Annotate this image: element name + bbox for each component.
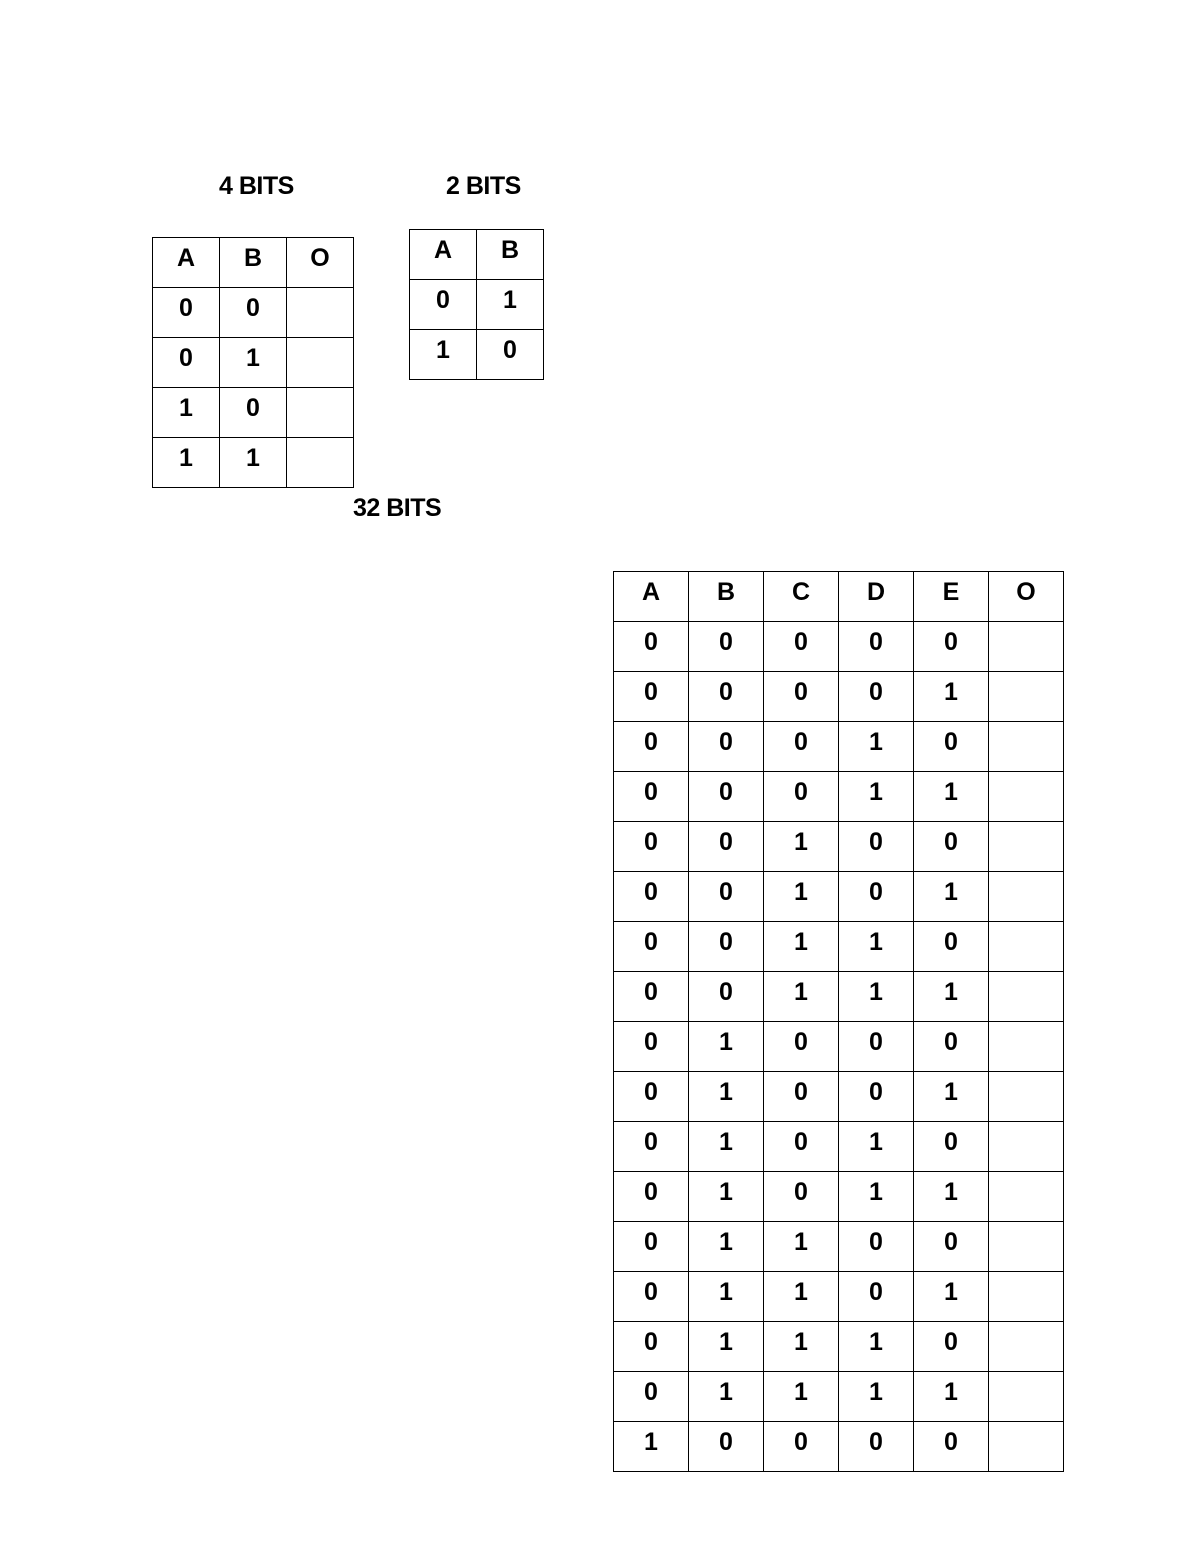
table-cell — [477, 330, 544, 380]
cell-value: 1 — [869, 1378, 883, 1406]
table-cell — [764, 1022, 839, 1072]
cell-value: 0 — [944, 1128, 958, 1156]
table-cell — [839, 772, 914, 822]
table-cell — [989, 1272, 1064, 1322]
table-cell — [914, 1022, 989, 1072]
cell-value — [287, 388, 353, 396]
title-32-bits: 32 BITS — [353, 494, 442, 522]
table-row — [153, 438, 354, 488]
cell-value: 0 — [944, 628, 958, 656]
table-cell — [764, 672, 839, 722]
column-header-label: A — [433, 236, 453, 264]
cell-value: 1 — [794, 978, 808, 1006]
cell-value: 0 — [179, 344, 193, 372]
table-cell — [614, 872, 689, 922]
cell-value: 0 — [944, 828, 958, 856]
cell-value — [989, 1072, 1063, 1080]
table-cell — [689, 1072, 764, 1122]
cell-value — [989, 622, 1063, 630]
cell-value: 0 — [869, 1278, 883, 1306]
cell-value: 0 — [644, 1378, 658, 1406]
cell-value: 0 — [719, 628, 733, 656]
table-cell — [614, 672, 689, 722]
cell-value: 0 — [944, 1028, 958, 1056]
cell-value — [989, 922, 1063, 930]
table-cell — [839, 1072, 914, 1122]
table-cell — [839, 722, 914, 772]
cell-value: 1 — [944, 778, 958, 806]
column-header-label: D — [866, 578, 886, 606]
table-cell — [689, 1172, 764, 1222]
column-header — [614, 572, 689, 622]
cell-value — [989, 972, 1063, 980]
cell-value — [287, 288, 353, 296]
table-cell — [989, 772, 1064, 822]
table-cell — [689, 1322, 764, 1372]
table-row — [153, 338, 354, 388]
table-cell — [689, 922, 764, 972]
table-cell — [410, 330, 477, 380]
table-row — [614, 872, 1064, 922]
table-cell — [989, 1072, 1064, 1122]
table-cell — [764, 722, 839, 772]
column-header — [153, 238, 220, 288]
cell-value: 1 — [944, 1378, 958, 1406]
column-header — [287, 238, 354, 288]
cell-value: 0 — [869, 628, 883, 656]
cell-value: 0 — [869, 1228, 883, 1256]
table-cell — [839, 1372, 914, 1422]
cell-value: 0 — [944, 1328, 958, 1356]
table-cell — [914, 922, 989, 972]
cell-value: 1 — [794, 1228, 808, 1256]
cell-value: 1 — [944, 1078, 958, 1106]
table-cell — [689, 672, 764, 722]
cell-value: 0 — [869, 1028, 883, 1056]
table-cell — [764, 1422, 839, 1472]
table-cell — [614, 1422, 689, 1472]
table-row — [614, 1222, 1064, 1272]
table-cell — [839, 1022, 914, 1072]
cell-value: 0 — [794, 728, 808, 756]
cell-value: 1 — [246, 444, 260, 472]
table-header-row — [410, 230, 544, 280]
cell-value: 0 — [503, 336, 517, 364]
table-cell — [914, 872, 989, 922]
table-cell — [839, 922, 914, 972]
table-cell — [989, 1172, 1064, 1222]
column-header — [764, 572, 839, 622]
cell-value: 1 — [794, 1328, 808, 1356]
cell-value: 1 — [794, 1278, 808, 1306]
table-cell — [989, 822, 1064, 872]
cell-value: 0 — [794, 628, 808, 656]
cell-value: 1 — [644, 1428, 658, 1456]
cell-value: 0 — [794, 1178, 808, 1206]
cell-value: 1 — [719, 1228, 733, 1256]
cell-value: 0 — [794, 778, 808, 806]
cell-value: 0 — [644, 1078, 658, 1106]
cell-value: 0 — [869, 1078, 883, 1106]
column-header — [914, 572, 989, 622]
table-cell — [689, 872, 764, 922]
table-cell — [689, 622, 764, 672]
cell-value: 1 — [436, 336, 450, 364]
cell-value — [989, 722, 1063, 730]
table-row — [153, 288, 354, 338]
cell-value: 1 — [719, 1328, 733, 1356]
cell-value: 0 — [246, 294, 260, 322]
cell-value: 1 — [794, 928, 808, 956]
table-cell — [153, 438, 220, 488]
table-cell — [989, 1222, 1064, 1272]
cell-value: 1 — [944, 878, 958, 906]
cell-value: 0 — [794, 678, 808, 706]
cell-value: 1 — [794, 878, 808, 906]
table-cell — [764, 922, 839, 972]
column-header-label: B — [500, 236, 520, 264]
table-cell — [839, 1172, 914, 1222]
cell-value: 0 — [869, 1428, 883, 1456]
table-cell — [914, 1122, 989, 1172]
table-cell — [153, 288, 220, 338]
table-cell — [614, 1372, 689, 1422]
cell-value: 0 — [944, 928, 958, 956]
cell-value: 0 — [794, 1128, 808, 1156]
table-cell — [153, 388, 220, 438]
column-header-label: B — [243, 244, 263, 272]
cell-value: 0 — [644, 1028, 658, 1056]
cell-value — [287, 338, 353, 346]
table-cell — [153, 338, 220, 388]
table-cell — [614, 1322, 689, 1372]
cell-value: 0 — [719, 928, 733, 956]
table-row — [614, 672, 1064, 722]
table-cell — [614, 722, 689, 772]
table-row — [614, 1322, 1064, 1372]
truth-table-32-bits — [613, 571, 1064, 1472]
cell-value — [989, 672, 1063, 680]
cell-value: 1 — [869, 1128, 883, 1156]
table-cell — [914, 722, 989, 772]
cell-value: 1 — [869, 978, 883, 1006]
table-cell — [989, 1372, 1064, 1422]
table-cell — [764, 1222, 839, 1272]
cell-value: 1 — [719, 1028, 733, 1056]
table-cell — [614, 1272, 689, 1322]
table-cell — [764, 1072, 839, 1122]
cell-value: 0 — [644, 1328, 658, 1356]
table-cell — [689, 1422, 764, 1472]
cell-value: 1 — [719, 1378, 733, 1406]
cell-value: 0 — [869, 878, 883, 906]
table-cell — [614, 922, 689, 972]
table-cell — [477, 280, 544, 330]
cell-value — [989, 1422, 1063, 1430]
table-cell — [287, 388, 354, 438]
cell-value: 1 — [794, 828, 808, 856]
table-cell — [220, 288, 287, 338]
cell-value: 0 — [644, 878, 658, 906]
cell-value: 0 — [719, 878, 733, 906]
cell-value: 1 — [179, 394, 193, 422]
cell-value: 0 — [179, 294, 193, 322]
table-cell — [914, 672, 989, 722]
column-header-label: O — [310, 244, 330, 272]
cell-value: 1 — [179, 444, 193, 472]
title-4-bits: 4 BITS — [219, 172, 294, 200]
column-header-label: C — [791, 578, 811, 606]
table-cell — [287, 438, 354, 488]
cell-value: 0 — [644, 978, 658, 1006]
column-header-label: O — [1016, 578, 1036, 606]
column-header — [989, 572, 1064, 622]
cell-value: 0 — [644, 628, 658, 656]
table-cell — [839, 822, 914, 872]
column-header-label: A — [641, 578, 661, 606]
table-cell — [914, 1172, 989, 1222]
table-row — [614, 772, 1064, 822]
cell-value: 0 — [644, 1178, 658, 1206]
table-cell — [764, 972, 839, 1022]
cell-value: 1 — [719, 1128, 733, 1156]
column-header-label: B — [716, 578, 736, 606]
table-cell — [914, 1422, 989, 1472]
column-header-label: A — [176, 244, 196, 272]
cell-value: 1 — [869, 728, 883, 756]
cell-value: 0 — [719, 728, 733, 756]
table-cell — [764, 1272, 839, 1322]
table-cell — [410, 280, 477, 330]
table-row — [153, 388, 354, 438]
table-cell — [764, 622, 839, 672]
table-cell — [989, 722, 1064, 772]
cell-value — [989, 1272, 1063, 1280]
cell-value: 0 — [644, 1278, 658, 1306]
cell-value: 0 — [644, 928, 658, 956]
cell-value — [287, 438, 353, 446]
table-cell — [989, 1322, 1064, 1372]
cell-value: 0 — [794, 1078, 808, 1106]
cell-value — [989, 1122, 1063, 1130]
cell-value — [989, 1322, 1063, 1330]
cell-value: 1 — [944, 978, 958, 1006]
cell-value: 1 — [719, 1078, 733, 1106]
column-header — [477, 230, 544, 280]
table-row — [614, 722, 1064, 772]
table-cell — [989, 872, 1064, 922]
table-cell — [614, 822, 689, 872]
cell-value: 0 — [719, 778, 733, 806]
cell-value — [989, 1222, 1063, 1230]
table-cell — [839, 972, 914, 1022]
cell-value: 1 — [944, 1278, 958, 1306]
table-cell — [287, 338, 354, 388]
table-cell — [839, 1322, 914, 1372]
cell-value: 1 — [944, 678, 958, 706]
table-cell — [914, 1222, 989, 1272]
table-cell — [839, 672, 914, 722]
table-cell — [839, 1122, 914, 1172]
table-row — [614, 1172, 1064, 1222]
table-row — [614, 822, 1064, 872]
cell-value: 0 — [719, 978, 733, 1006]
table-cell — [914, 1072, 989, 1122]
table-cell — [989, 672, 1064, 722]
column-header — [410, 230, 477, 280]
table-cell — [220, 338, 287, 388]
table-cell — [689, 1372, 764, 1422]
cell-value: 1 — [869, 778, 883, 806]
table-cell — [614, 772, 689, 822]
table-cell — [914, 822, 989, 872]
cell-value: 0 — [869, 678, 883, 706]
table-cell — [689, 1122, 764, 1172]
table-cell — [614, 1222, 689, 1272]
table-cell — [914, 1322, 989, 1372]
table-cell — [839, 1272, 914, 1322]
table-cell — [989, 922, 1064, 972]
cell-value: 1 — [719, 1278, 733, 1306]
cell-value: 1 — [869, 928, 883, 956]
cell-value — [989, 772, 1063, 780]
table-cell — [839, 622, 914, 672]
table-cell — [989, 1122, 1064, 1172]
table-cell — [764, 872, 839, 922]
table-row — [614, 1272, 1064, 1322]
cell-value: 0 — [644, 1228, 658, 1256]
cell-value: 0 — [944, 1228, 958, 1256]
table-cell — [689, 972, 764, 1022]
cell-value: 1 — [794, 1378, 808, 1406]
table-row — [614, 1022, 1064, 1072]
cell-value: 0 — [644, 778, 658, 806]
cell-value: 1 — [503, 286, 517, 314]
cell-value — [989, 1372, 1063, 1380]
cell-value: 0 — [719, 828, 733, 856]
table-cell — [764, 1372, 839, 1422]
title-2-bits: 2 BITS — [446, 172, 521, 200]
table-cell — [839, 872, 914, 922]
table-cell — [689, 822, 764, 872]
table-cell — [287, 288, 354, 338]
table-cell — [689, 1272, 764, 1322]
cell-value — [989, 822, 1063, 830]
cell-value: 0 — [644, 728, 658, 756]
table-row — [410, 280, 544, 330]
table-cell — [764, 822, 839, 872]
table-cell — [764, 1122, 839, 1172]
cell-value: 1 — [246, 344, 260, 372]
table-header-row — [614, 572, 1064, 622]
cell-value: 0 — [794, 1028, 808, 1056]
table-row — [614, 972, 1064, 1022]
table-cell — [989, 622, 1064, 672]
table-cell — [989, 972, 1064, 1022]
table-cell — [220, 388, 287, 438]
column-header — [689, 572, 764, 622]
table-cell — [614, 622, 689, 672]
table-cell — [614, 972, 689, 1022]
column-header — [839, 572, 914, 622]
cell-value — [989, 1172, 1063, 1180]
table-cell — [689, 1022, 764, 1072]
table-header-row — [153, 238, 354, 288]
cell-value: 0 — [436, 286, 450, 314]
cell-value: 1 — [944, 1178, 958, 1206]
table-row — [614, 622, 1064, 672]
table-row — [614, 1122, 1064, 1172]
cell-value — [989, 872, 1063, 880]
table-cell — [839, 1222, 914, 1272]
table-cell — [989, 1022, 1064, 1072]
cell-value: 0 — [794, 1428, 808, 1456]
cell-value: 0 — [719, 1428, 733, 1456]
cell-value: 0 — [246, 394, 260, 422]
cell-value: 0 — [944, 1428, 958, 1456]
table-cell — [764, 1322, 839, 1372]
table-cell — [614, 1122, 689, 1172]
table-cell — [839, 1422, 914, 1472]
table-cell — [764, 772, 839, 822]
column-header — [220, 238, 287, 288]
table-cell — [689, 772, 764, 822]
table-cell — [914, 772, 989, 822]
table-row — [614, 1372, 1064, 1422]
cell-value: 1 — [719, 1178, 733, 1206]
table-cell — [689, 722, 764, 772]
table-row — [410, 330, 544, 380]
truth-table-4-bits — [152, 237, 354, 488]
table-row — [614, 1072, 1064, 1122]
table-row — [614, 922, 1064, 972]
table-cell — [989, 1422, 1064, 1472]
table-cell — [614, 1072, 689, 1122]
table-cell — [914, 1272, 989, 1322]
column-header-label: E — [942, 578, 960, 606]
table-cell — [914, 972, 989, 1022]
cell-value: 0 — [644, 828, 658, 856]
table-cell — [689, 1222, 764, 1272]
table-cell — [614, 1172, 689, 1222]
cell-value: 0 — [944, 728, 958, 756]
truth-table-2-bits — [409, 229, 544, 380]
cell-value: 1 — [869, 1328, 883, 1356]
table-cell — [764, 1172, 839, 1222]
cell-value: 0 — [869, 828, 883, 856]
table-row — [614, 1422, 1064, 1472]
table-cell — [914, 1372, 989, 1422]
cell-value: 0 — [719, 678, 733, 706]
table-cell — [914, 622, 989, 672]
cell-value: 0 — [644, 1128, 658, 1156]
table-cell — [614, 1022, 689, 1072]
cell-value: 0 — [644, 678, 658, 706]
cell-value: 1 — [869, 1178, 883, 1206]
table-cell — [220, 438, 287, 488]
cell-value — [989, 1022, 1063, 1030]
